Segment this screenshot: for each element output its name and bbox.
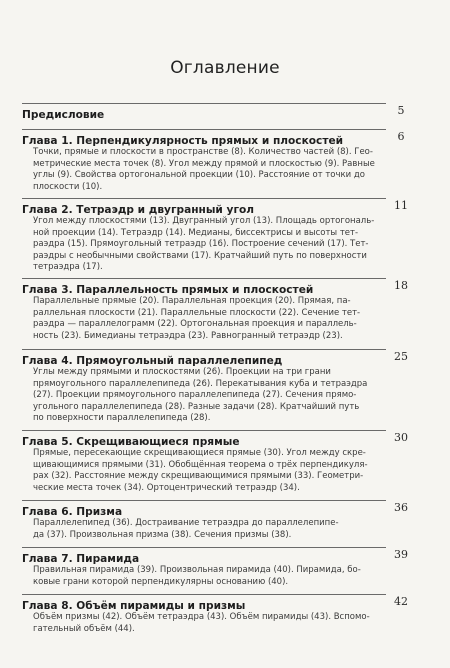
toc-entry-label: Глава 1. Перпендикулярность прямых и плоскостей [22, 135, 344, 147]
toc-entry-heading [22, 278, 408, 299]
toc-entry-sections: Угол между плоскостями (13). Двугранный угол (13). Площадь ортогональ- ной проекции (14). Тетраэдр (14). Медианы, биссектрисы и высоты тет- раэдра (15). Прямоугольный тетраэдр (16). Построение сечений (17). Тет- раэдры с необычными свойствами (17). Кратчайший путь по поверхности тетраэдра (17). [33, 216, 375, 273]
toc-entry-chapter-3 [22, 278, 408, 349]
toc-entry-sections: Параллелепипед (36). Достраивание тетраэдра до параллелепипе- да (37). Произвольная призма (38). Сечения призмы (38). [33, 518, 339, 540]
toc-entry-page: 36 [394, 501, 408, 514]
toc-entry-page: 30 [394, 431, 408, 444]
toc-entry-sections: Точки, прямые и плоскости в пространстве (8). Количество частей (8). Гео- метрические места точек (8). Угол между прямой и плоскостью (9). Равные углы (9). Свойства ортогональной проекции (10). Расстояние от точки до плоскости (10). [33, 147, 375, 192]
table-of-contents [22, 103, 408, 640]
toc-entry-chapter-6 [22, 500, 408, 547]
toc-entry-label: Глава 8. Объём пирамиды и призмы [22, 600, 246, 612]
toc-entry-heading [22, 349, 408, 370]
toc-entry-chapter-2 [22, 198, 408, 278]
toc-entry-sections: Правильная пирамида (39). Произвольная пирамида (40). Пирамида, бо- ковые грани которой перпендикулярны основанию (40). [33, 565, 361, 587]
toc-entry-label: Предисловие [22, 109, 105, 121]
toc-entry-page: 6 [397, 130, 405, 143]
toc-entry-heading [22, 198, 408, 219]
toc-entry-heading [22, 129, 405, 150]
toc-entry-page: 18 [394, 279, 408, 292]
toc-entry-label: Глава 7. Пирамида [22, 553, 140, 565]
toc-entry-sections: Объём призмы (42). Объём тетраэдра (43). Объём пирамиды (43). Вспомо- гательный объём (44). [33, 612, 370, 634]
toc-entry-heading [22, 500, 408, 521]
toc-entry-sections: Прямые, пересекающие скрещивающиеся прямые (30). Угол между скре- щивающимися прямыми (31). Обобщённая теорема о трёх перпендикуля- рах (32). Расстояние между скрещивающимися прямыми (33). Геометри- ческие места точек (34). Ортоцентрический тетраэдр (34). [33, 448, 368, 493]
toc-entry-label: Глава 3. Параллельность прямых и плоскостей [22, 284, 314, 296]
toc-entry-chapter-1 [22, 129, 405, 198]
toc-entry-page: 11 [394, 199, 408, 212]
toc-entry-label: Глава 4. Прямоугольный параллелепипед [22, 355, 283, 367]
toc-entry-chapter-5 [22, 430, 408, 500]
toc-entry-page: 25 [394, 350, 408, 363]
toc-entry-page: 5 [397, 104, 405, 117]
page-title: Оглавление [170, 58, 280, 78]
toc-entry-heading [22, 103, 405, 124]
toc-entry-heading [22, 594, 408, 615]
toc-entry-chapter-7 [22, 547, 408, 594]
toc-entry-page: 39 [394, 548, 408, 561]
toc-entry-heading [22, 547, 408, 568]
toc-entry-label: Глава 2. Тетраэдр и двугранный угол [22, 204, 255, 216]
toc-entry-page: 42 [394, 595, 408, 608]
toc-entry-sections: Параллельные прямые (20). Параллельная проекция (20). Прямая, па- раллельная плоскости (21). Параллельные плоскости (22). Сечение тет- раэдра — параллелограмм (22). Ортогональная проекция и параллель- ность (23). Бимедианы тетраэдра (23). Равногранный тетраэдр (23). [33, 296, 361, 341]
toc-entry-preface [22, 103, 405, 129]
toc-entry-chapter-8 [22, 594, 408, 640]
toc-entry-heading [22, 430, 408, 451]
toc-entry-chapter-4 [22, 349, 408, 430]
toc-entry-label: Глава 6. Призма [22, 506, 123, 518]
toc-entry-label: Глава 5. Скрещивающиеся прямые [22, 436, 240, 448]
toc-entry-sections: Углы между прямыми и плоскостями (26). Проекции на три грани прямоугольного параллелепипеда (26). Перекатывания куба и тетраэдра (27). Проекции прямоугольного параллелепипеда (27). Сечения прямо- угольного параллелепипеда (28). Разные задачи (28). Кратчайший путь по поверхности параллелепипеда (28). [33, 367, 368, 424]
